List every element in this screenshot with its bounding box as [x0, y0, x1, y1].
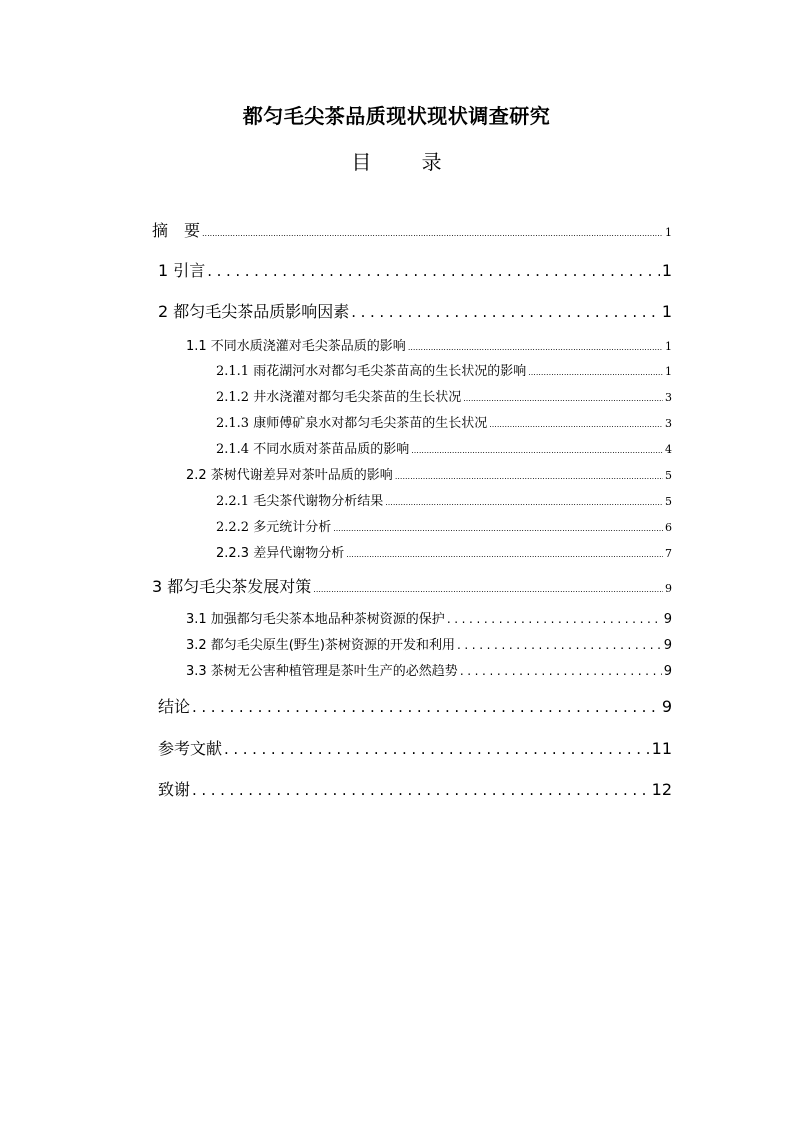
- toc-entry-label: 2.2.1 毛尖茶代谢物分析结果: [216, 494, 384, 509]
- toc-entry-label: 2.2 茶树代谢差异对茶叶品质的影响: [186, 468, 393, 483]
- toc-entry-label: 2.1.3 康师傅矿泉水对都匀毛尖茶苗的生长状况: [216, 416, 488, 431]
- toc-entry-section-3-3[interactable]: [186, 660, 672, 679]
- toc-entry-label: 3.1 加强都匀毛尖茶本地品种茶树资源的保护: [186, 612, 445, 627]
- toc-entry-acknowledgements[interactable]: [158, 777, 672, 800]
- toc-page-number: 1: [665, 340, 672, 353]
- toc-entry-2-1-4[interactable]: [216, 438, 672, 457]
- toc-entry-2-1-3[interactable]: [216, 412, 672, 431]
- toc-entry-introduction[interactable]: [158, 258, 672, 281]
- toc-heading: 目 录: [351, 150, 464, 174]
- toc-page-number: 7: [665, 547, 672, 560]
- toc-entry-label: 2.2.2 多元统计分析: [216, 520, 332, 535]
- toc-page-number: 9: [663, 638, 672, 653]
- toc-entry-2-2-3[interactable]: [216, 542, 672, 561]
- toc-entry-section-1-1[interactable]: [186, 335, 672, 354]
- toc-entry-label: 1 引言: [158, 261, 206, 280]
- toc-page-number: 3: [665, 391, 672, 404]
- toc-leader: [395, 472, 663, 481]
- toc-leader: [447, 612, 662, 626]
- toc-leader: [351, 303, 660, 321]
- toc-entry-label: 2.1.4 不同水质对茶苗品质的影响: [216, 442, 410, 457]
- toc-entry-label: 致谢: [158, 780, 191, 799]
- toc-leader: [192, 781, 650, 799]
- toc-page-number: 4: [665, 443, 672, 456]
- toc-leader: [224, 740, 650, 758]
- toc-leader: [528, 368, 663, 377]
- toc-leader: [192, 698, 660, 716]
- toc-leader: [207, 262, 660, 280]
- toc-entry-label: 2.1.1 雨花湖河水对都匀毛尖茶苗高的生长状况的影响: [216, 364, 527, 379]
- toc-entry-label: 参考文献: [158, 739, 223, 758]
- toc-leader: [460, 664, 662, 678]
- toc-leader: [333, 524, 663, 533]
- toc-entry-section-3-2[interactable]: [186, 634, 672, 653]
- toc-leader: [411, 446, 663, 455]
- document-title: 都匀毛尖茶品质现状现状调查研究: [242, 104, 551, 128]
- toc-page-number: 1: [661, 302, 672, 321]
- toc-entry-chapter-2[interactable]: [158, 299, 672, 322]
- toc-entry-label: 3 都匀毛尖茶发展对策: [152, 577, 312, 596]
- toc-entry-section-3-1[interactable]: [186, 608, 672, 627]
- toc-page-number: 3: [665, 417, 672, 430]
- toc-entry-label: 摘 要: [152, 221, 201, 240]
- toc-leader: [313, 585, 663, 594]
- toc-entry-label: 结论: [158, 697, 191, 716]
- toc-leader: [202, 229, 663, 238]
- toc-entry-abstract[interactable]: [152, 218, 672, 241]
- toc-page-number: 1: [665, 365, 672, 378]
- toc-leader: [408, 343, 663, 352]
- toc-entry-2-1-2[interactable]: [216, 386, 672, 405]
- toc-entry-2-2-1[interactable]: [216, 490, 672, 509]
- toc-page-number: 6: [665, 521, 672, 534]
- toc-leader: [463, 394, 663, 403]
- toc-leader: [346, 550, 663, 559]
- toc-entry-conclusion[interactable]: [158, 694, 672, 717]
- toc-entry-section-2-2[interactable]: [186, 464, 672, 483]
- toc-page-number: 9: [663, 612, 672, 627]
- toc-page-number: 9: [661, 697, 672, 716]
- toc-entry-references[interactable]: [158, 736, 672, 759]
- toc-page-number: 5: [665, 469, 672, 482]
- toc-entry-2-2-2[interactable]: [216, 516, 672, 535]
- toc-leader: [457, 638, 662, 652]
- toc-page-number: 5: [665, 495, 672, 508]
- toc-entry-2-1-1[interactable]: [216, 360, 672, 379]
- toc-page-number: 9: [665, 582, 672, 595]
- toc-entry-label: 3.2 都匀毛尖原生(野生)茶树资源的开发和利用: [186, 638, 455, 653]
- toc-entry-chapter-3[interactable]: [152, 574, 672, 597]
- toc-page-number: 9: [663, 664, 672, 679]
- toc-entry-label: 2.2.3 差异代谢物分析: [216, 546, 345, 561]
- toc-leader: [385, 498, 663, 507]
- toc-leader: [489, 420, 663, 429]
- toc-entry-label: 1.1 不同水质浇灌对毛尖茶品质的影响: [186, 339, 406, 354]
- toc-page-number: 1: [661, 261, 672, 280]
- toc-page-number: 12: [651, 780, 672, 799]
- toc-entry-label: 3.3 茶树无公害种植管理是茶叶生产的必然趋势: [186, 664, 458, 679]
- toc-page-number: 1: [665, 226, 672, 239]
- toc-page-number: 11: [651, 739, 672, 758]
- toc-entry-label: 2 都匀毛尖茶品质影响因素: [158, 302, 350, 321]
- toc-entry-label: 2.1.2 井水浇灌对都匀毛尖茶苗的生长状况: [216, 390, 462, 405]
